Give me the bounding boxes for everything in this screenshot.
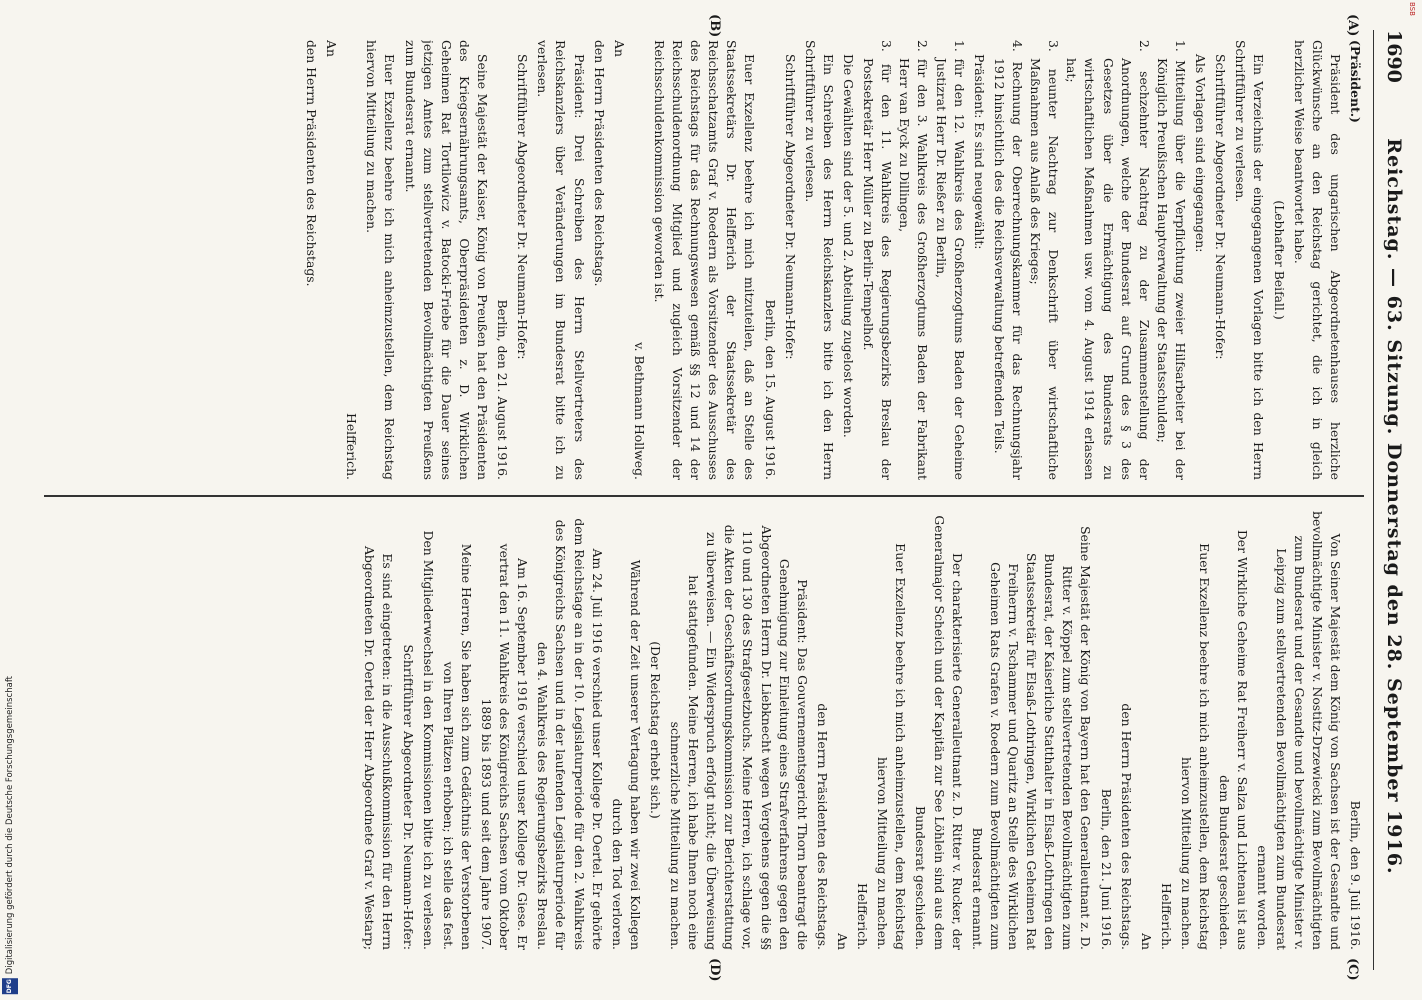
letter-date: Berlin, den 21. Juni 1916. xyxy=(1098,788,1114,950)
paragraph: Präsident des ungarischen Abgeordnetenhauses herzliche Glückwünsche an den Reichstag gerichtet, die ich in gleich herzlicher Weise beantwortet habe. xyxy=(1291,40,1343,480)
speaker-line: Schriftführer Abgeordneter Dr. Neumann-Hofer: xyxy=(782,54,798,360)
list-item: 1. für den 12. Wahlkreis des Großherzogtums Baden der Geheime Justizrat Herr Dr. Rießer zu Berlin, xyxy=(933,40,967,480)
paragraph: Euer Exzellenz beehre ich mich mitzuteilen, daß an Stelle des Staatssekretärs Dr. Helfferich der Staatssekretär des Reichsschatzamts Graf v. Roedern als Vorsitzender des Ausschusses des Reichstags für das Rechnungswesen gemäß §§ 12 und 14 der Reichsschuldenordnung Mitglied und zugleich Vorsitzender der Reichsschuldenkommission geworden ist. xyxy=(651,40,758,480)
vorlagen-list xyxy=(990,40,1189,480)
paragraph: Der Wirkliche Geheime Rat Freiherr v. Salza und Lichtenau ist aus dem Bundesrat geschieden. xyxy=(1217,529,1251,950)
paragraph: Euer Exzellenz beehre ich mich anheimzustellen, dem Reichstag hiervon Mitteilung zu machen. xyxy=(364,40,398,480)
speaker-line: Schriftführer Abgeordneter Dr. Neumann-Hofer: xyxy=(1213,54,1229,360)
speaker-line: Schriftführer Abgeordneter Dr. Neumann-Hofer: xyxy=(400,644,416,950)
address-line: An xyxy=(611,40,627,57)
paragraph: Meine Herren, Sie haben sich zum Gedächtnis der Verstorbenen von Ihren Plätzen erhoben; ich stelle das fest. xyxy=(440,543,474,950)
paragraph: Am 16. September 1916 verschied unser Kollege Dr. Giese. Er vertrat den 11. Wahlkreis des Königreichs Sachsen vom Oktober 1889 bis 1893 und seit dem Jahre 1907. xyxy=(478,543,531,950)
list-item: 2. sechzehnter Nachtrag zu der Zusammenstellung der Anordnungen, welche der Bundesrat auf Grund des § 3 des Gesetzes über die Ermächtigung des Bundesrats zu wirtschaftlichen Maßnahmen usw. vom 4. August 1914 erlassen hat; xyxy=(1064,40,1152,480)
margin-marker-a: (A) xyxy=(1345,14,1360,37)
paragraph: Euer Exzellenz beehre ich mich anheimzustellen, dem Reichstag hiervon Mitteilung zu machen. xyxy=(1179,543,1213,950)
footer-text: Digitalisierung gefördert durch die Deutsche Forschungsgemeinschaft xyxy=(5,675,15,974)
signature: Helfferich. xyxy=(855,883,871,950)
speaker-line: Präsident: Drei Schreiben des Herrn Stellvertreters des Reichskanzlers über Veränderungen im Bundesrat bitte ich zu verlesen. xyxy=(535,40,587,480)
list-item: 2. für den 3. Wahlkreis des Großherzogtums Baden der Fabrikant Herr van Eyck zu Dillingen, xyxy=(897,40,931,480)
list-item: 4. Rechnung der Oberrechnungskammer für das Rechnungsjahr 1912 hinsichtlich des die Reichsverwaltung betreffenden Teils. xyxy=(991,40,1026,480)
library-mark: BSB xyxy=(1408,2,1416,16)
paragraph: Der charakterisierte Generalleutnant z. D. Ritter v. Rucker, der Generalmajor Scheich und der Kapitän zur See Löhlein sind aus dem Bundesrat geschieden. xyxy=(913,515,965,950)
left-column xyxy=(34,40,1364,480)
header-title: Reichstag. — 63. Sitzung. Donnerstag den 28. September 1916. xyxy=(1383,138,1405,875)
paragraph: Seine Majestät der Kaiser, König von Preußen hat den Präsidenten des Kriegsernährungsamts, Oberpräsidenten z. D. Wirklichen Geheimen Rat Tortilowicz v. Batocki-Friebe für die Dauer seines jetzigen Amtes zum stellvertretenden Bevollmächtigten Preußens zum Bundesrat ernannt. xyxy=(402,40,490,480)
letter-date: Berlin, den 9. Juli 1916. xyxy=(1348,800,1363,950)
address-line: den Herrn Präsidenten des Reichstags. xyxy=(814,703,830,950)
paragraph: Ein Verzeichnis der eingegangenen Vorlagen bitte ich den Herrn Schriftführer zu verlesen. xyxy=(1233,40,1267,480)
speaker-line: Präsident: Es sind neugewählt: xyxy=(971,54,987,250)
stage-direction: (Der Reichstag erhebt sich.) xyxy=(647,641,663,819)
address-line: den Herrn Präsidenten des Reichstags. xyxy=(1118,703,1134,950)
margin-marker-d: (D) xyxy=(707,958,722,982)
speaker-label: (Präsident.) xyxy=(1348,40,1363,123)
address-line: den Herrn Präsidenten des Reichstags. xyxy=(591,40,607,287)
paragraph: Euer Exzellenz beehre ich mich anheimzustellen, dem Reichstag hiervon Mitteilung zu machen. xyxy=(875,543,909,950)
column-divider xyxy=(44,495,1364,497)
margin-marker-c: (C) xyxy=(1345,958,1360,981)
right-column xyxy=(34,510,1364,950)
signature: v. Bethmann Hollweg. xyxy=(631,342,647,480)
speaker-line: Schriftführer Abgeordneter Dr. Neumann-Hofer: xyxy=(515,54,531,360)
list-item: 3. für den 11. Wahlkreis des Regierungsbezirks Breslau der Postsekretär Herr Müller zu Berlin-Tempelhof. xyxy=(861,40,895,480)
paragraph: Seine Majestät der König von Bayern hat den Generalleutnant z. D. Ritter v. Köppel zum stellvertretenden Bevollmächtigten zum Bundesrat, der Kaiserliche Statthalter in Elsaß-Lothringen den Staatssekretär für Elsaß-Lothringen, Wirklichen Geheimen Rat Freiherrn v. Tschammer und Quaritz an Stelle des Wirklichen Geheimen Rats Grafen v. Roedern zum Bevollmächtigten zum Bundesrat ernannt. xyxy=(969,526,1094,950)
paragraph: Von Seiner Majestät dem König von Sachsen ist der Gesandte und bevollmächtigte Minister v. Nostitz-Drzewiecki zum Bevollmächtigten zum Bundesrat und der Gesandte und bevollmächtigte Minister v. Leipzig zum stellvertretenden Bevollmächtigten zum Bundesrat ernannt worden. xyxy=(1255,511,1343,950)
margin-marker-b: (B) xyxy=(707,14,722,38)
paragraph: Den Mitgliederwechsel in den Kommissionen bitte ich zu verlesen. xyxy=(420,530,436,950)
page-number: 1690 xyxy=(1383,30,1405,83)
letter-date: Berlin, den 15. August 1916. xyxy=(762,299,778,480)
address-line: den Herrn Präsidenten des Reichstags. xyxy=(303,40,319,287)
paragraph: Während der Zeit unserer Vertagung haben wir zwei Kollegen durch den Tod verloren. xyxy=(609,559,643,950)
address-line: An xyxy=(324,40,340,57)
page-header xyxy=(1373,30,1414,970)
list-item: 3. neunter Nachtrag zur Denkschrift über wirtschaftliche Maßnahmen aus Anlaß des Krieges; xyxy=(1028,40,1062,480)
address-line: An xyxy=(1138,933,1154,950)
dfg-logo: DFG xyxy=(2,978,18,994)
paragraph: Am 24. Juli 1916 verschied unser Kollege Dr. Oertel. Er gehörte dem Reichstage an in der 10. Legislaturperiode für den 2. Wahlkreis des Königreichs Sachsen und in der laufenden Legislaturperiode für den 4. Wahlkreis des Regierungsbezirks Breslau. xyxy=(535,518,605,950)
paragraph: Die Gewählten sind der 5. und 2. Abteilung zugelost worden. xyxy=(841,54,857,438)
signature: Helfferich. xyxy=(344,413,360,480)
paragraph: Es sind eingetreten: in die Ausschußkommission für den Herrn Abgeordneten Dr. Oertel der Herr Abgeordnete Graf v. Westarp; xyxy=(362,545,396,950)
stage-direction: (Lebhafter Beifall.) xyxy=(1271,200,1287,320)
paragraph: Als Vorlagen sind eingegangen: xyxy=(1193,54,1209,253)
signature: Helfferich. xyxy=(1158,883,1174,950)
digitization-footer xyxy=(2,676,18,994)
gewaehlt-list xyxy=(859,40,968,480)
letter-date: Berlin, den 21. August 1916. xyxy=(495,299,511,480)
paragraph: Ein Schreiben des Herrn Reichskanzlers bitte ich den Herrn Schriftführer zu verlesen. xyxy=(802,40,836,480)
list-item: 1. Mitteilung über die Verpflichtung zweier Hilfsarbeiter bei der Königlich Preußischen Hauptverwaltung der Staatsschulden; xyxy=(1154,40,1189,480)
speaker-line: Präsident: Das Gouvernementsgericht Thorn beantragt die Genehmigung zur Einleitung eines Strafverfahrens gegen den Abgeordneten Herrn Dr. Liebknecht wegen Vergehens gegen die §§ 110 und 130 des Strafgesetzbuchs. Meine Herren, ich schlage vor, die Akten der Geschäftsordnungskommission zur Berichterstattung zu überweisen. — Ein Widerspruch erfolgt nicht; die Überweisung hat stattgefunden. Meine Herren, ich habe Ihnen noch eine schmerzliche Mitteilung zu machen. xyxy=(668,524,810,950)
address-line: An xyxy=(835,933,851,950)
